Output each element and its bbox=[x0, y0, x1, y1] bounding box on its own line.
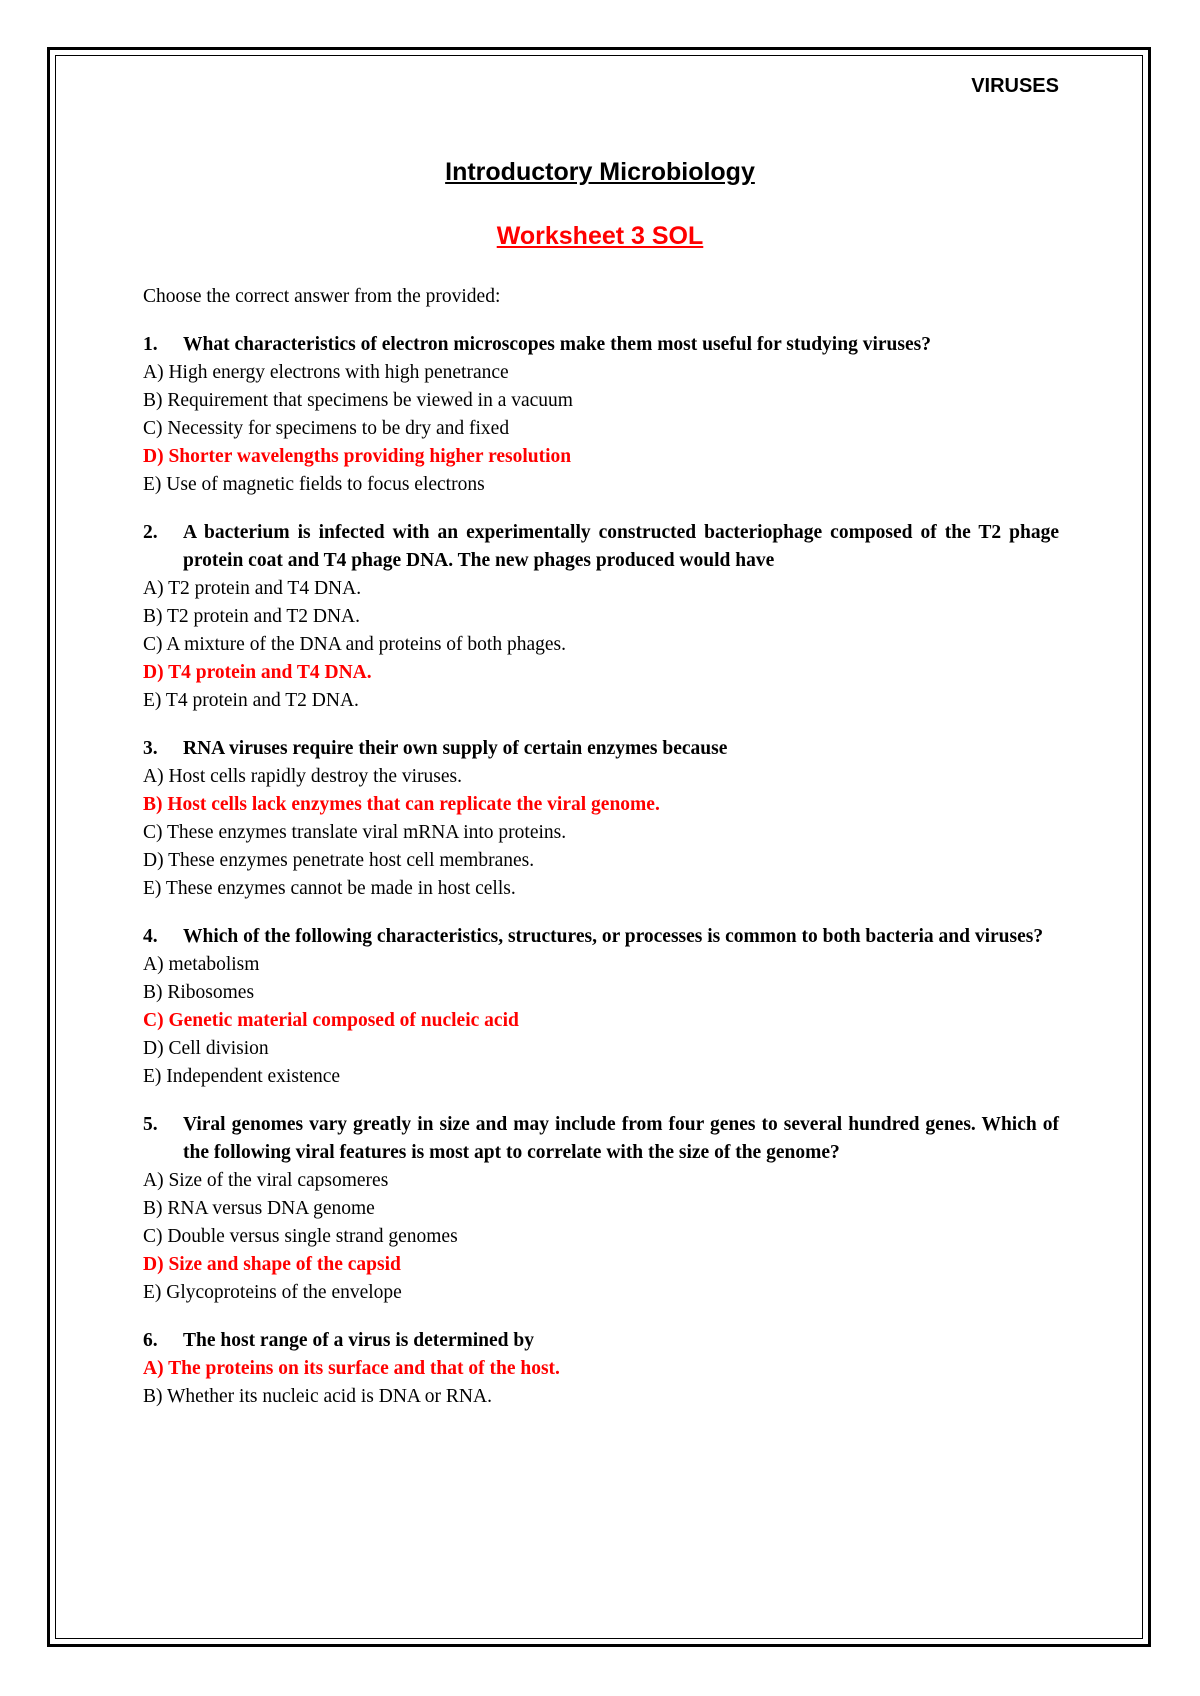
worksheet-content bbox=[143, 283, 1059, 1431]
correct-answer-option: D) Shorter wavelengths providing higher resolution bbox=[143, 446, 572, 467]
question-block bbox=[143, 735, 1059, 903]
answer-option: B) Whether its nucleic acid is DNA or RNA. bbox=[143, 1386, 492, 1407]
answer-option: E) Glycoproteins of the envelope bbox=[143, 1282, 402, 1303]
question-text: Which of the following characteristics, structures, or processes is common to both bacteria and viruses? bbox=[183, 926, 1044, 947]
answer-option: C) A mixture of the DNA and proteins of both phages. bbox=[143, 634, 566, 655]
answer-option: B) T2 protein and T2 DNA. bbox=[143, 606, 361, 627]
answer-option: A) T2 protein and T4 DNA. bbox=[143, 578, 362, 599]
question-number: 6. bbox=[143, 1330, 158, 1351]
question-stem bbox=[143, 1111, 1059, 1167]
answer-options bbox=[143, 951, 1059, 1091]
answer-option: A) Host cells rapidly destroy the viruses. bbox=[143, 766, 462, 787]
answer-option: E) Use of magnetic fields to focus electrons bbox=[143, 474, 485, 495]
answer-option: C) Double versus single strand genomes bbox=[143, 1226, 458, 1247]
question-number: 4. bbox=[143, 926, 158, 947]
question-text: A bacterium is infected with an experimentally constructed bacteriophage composed of the T2 phage protein coat and T4 phage DNA. The new phages produced would have bbox=[183, 522, 1059, 571]
question-block bbox=[143, 1327, 1059, 1411]
question-text: Viral genomes vary greatly in size and may include from four genes to several hundred genes. Which of the following viral features is most apt to correlate with the size of the genome? bbox=[183, 1114, 1059, 1163]
question-block bbox=[143, 1111, 1059, 1307]
question-stem bbox=[143, 923, 1059, 951]
question-text: What characteristics of electron microscopes make them most useful for studying viruses? bbox=[183, 334, 931, 355]
header-topic-label: VIRUSES bbox=[971, 75, 1059, 97]
answer-option: B) Requirement that specimens be viewed in a vacuum bbox=[143, 390, 573, 411]
correct-answer-option: C) Genetic material composed of nucleic acid bbox=[143, 1010, 519, 1031]
answer-option: A) High energy electrons with high penetrance bbox=[143, 362, 509, 383]
answer-option: D) These enzymes penetrate host cell membranes. bbox=[143, 850, 535, 871]
answer-option: D) Cell division bbox=[143, 1038, 269, 1059]
question-number: 1. bbox=[143, 334, 158, 355]
answer-options bbox=[143, 1355, 1059, 1411]
answer-options bbox=[143, 359, 1059, 499]
correct-answer-option: A) The proteins on its surface and that of the host. bbox=[143, 1358, 560, 1379]
question-block bbox=[143, 519, 1059, 715]
answer-option: B) Ribosomes bbox=[143, 982, 255, 1003]
answer-options bbox=[143, 575, 1059, 715]
worksheet-title: Worksheet 3 SOL bbox=[496, 222, 704, 250]
answer-options bbox=[143, 763, 1059, 903]
question-stem bbox=[143, 519, 1059, 575]
answer-options bbox=[143, 1167, 1059, 1307]
question-list bbox=[143, 331, 1059, 1411]
question-block bbox=[143, 331, 1059, 499]
question-text: RNA viruses require their own supply of certain enzymes because bbox=[183, 738, 728, 759]
instruction-text: Choose the correct answer from the provided: bbox=[143, 286, 501, 307]
question-stem bbox=[143, 735, 1059, 763]
answer-option: E) T4 protein and T2 DNA. bbox=[143, 690, 359, 711]
question-text: The host range of a virus is determined by bbox=[183, 1330, 534, 1351]
correct-answer-option: D) Size and shape of the capsid bbox=[143, 1254, 401, 1275]
answer-option: C) These enzymes translate viral mRNA into proteins. bbox=[143, 822, 567, 843]
answer-option: E) These enzymes cannot be made in host cells. bbox=[143, 878, 516, 899]
question-number: 5. bbox=[143, 1114, 158, 1135]
correct-answer-option: B) Host cells lack enzymes that can replicate the viral genome. bbox=[143, 794, 660, 815]
answer-option: C) Necessity for specimens to be dry and fixed bbox=[143, 418, 510, 439]
answer-option: A) metabolism bbox=[143, 954, 260, 975]
question-block bbox=[143, 923, 1059, 1091]
answer-option: A) Size of the viral capsomeres bbox=[143, 1170, 389, 1191]
question-number: 3. bbox=[143, 738, 158, 759]
question-stem bbox=[143, 1327, 1059, 1355]
correct-answer-option: D) T4 protein and T4 DNA. bbox=[143, 662, 372, 683]
answer-option: E) Independent existence bbox=[143, 1066, 341, 1087]
question-number: 2. bbox=[143, 522, 158, 543]
answer-option: B) RNA versus DNA genome bbox=[143, 1198, 375, 1219]
question-stem bbox=[143, 331, 1059, 359]
course-title: Introductory Microbiology bbox=[445, 158, 755, 186]
